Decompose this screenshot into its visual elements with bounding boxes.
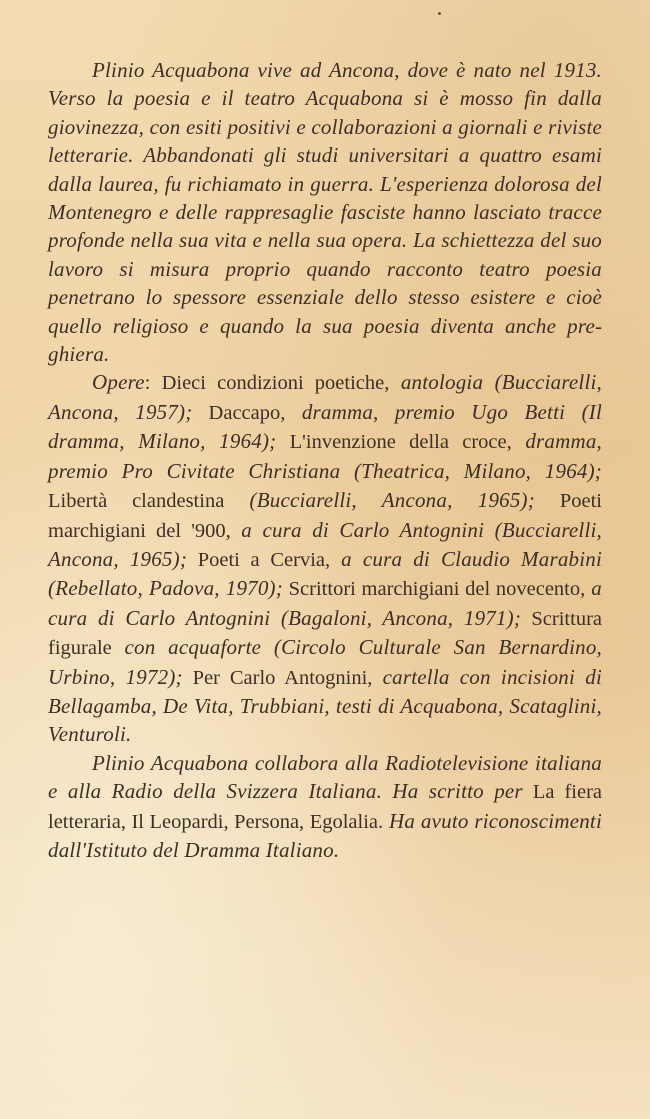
work-details: antologia (Bucciarelli, Ancona, 1957); bbox=[48, 370, 602, 424]
work-title: Dieci condizioni poetiche, bbox=[161, 372, 390, 395]
collaborations-paragraph bbox=[48, 749, 602, 865]
work-title: Poeti a Cervia, bbox=[187, 548, 331, 571]
work-details: dramma, premio Pro Civitate Christiana (Theatrica, Milano, 1964); bbox=[48, 429, 602, 483]
work-title: L'invenzione della croce, bbox=[276, 431, 512, 454]
work-details: (Bucciarelli, Ancona, 1965); bbox=[224, 488, 535, 513]
work-title: Daccapo, bbox=[192, 401, 286, 424]
work-title: Scrittori marchigiani del novecento, bbox=[282, 578, 586, 601]
paper-speck bbox=[438, 12, 441, 15]
works-label: Opere bbox=[92, 370, 145, 395]
work-details: a cura di Carlo Antognini (Bucciarelli, Ancona, 1965); bbox=[48, 517, 602, 571]
recognitions-text: Ha avuto riconoscimenti dall'Istituto del Dramma Italiano. bbox=[48, 808, 603, 862]
work-title: Poeti marchigiani del '900, bbox=[48, 490, 602, 542]
works-label-colon: : bbox=[144, 372, 162, 395]
bio-paragraph: Plinio Acquabona vive ad Ancona, dove è nato nel 1913. Verso la poesia e il teatro Acquabona si è mosso fin dalla giovinezza, con esiti positivi e collaborazioni a giornali e riviste letterarie. Abbandonati gli studi universitari a quattro esami dalla laurea, fu richiamato in guerra. L'esperienza dolorosa del Montenegro e delle rappresaglie fasciste hanno lasciato tracce profonde nella sua vita e nella sua opera. La schiettezza del suo lavoro si misura proprio quando racconto teatro poesia penetrano lo spessore essenziale dello stesso esistere e cioè quello religioso e quando la sua poesia diventa anche preghiera. bbox=[48, 58, 602, 367]
works-paragraph bbox=[48, 368, 602, 748]
work-details: dramma, premio Ugo Betti (Il dramma, Milano, 1964); bbox=[48, 399, 603, 454]
work-details: a cura di Claudio Marabini (Rebellato, Padova, 1970); bbox=[48, 546, 602, 601]
work-details: con acquaforte (Circolo Culturale San Bernardino, Urbino, 1972); bbox=[48, 635, 602, 689]
work-details: cartella con incisioni di Bellagamba, De Vita, Trubbiani, testi di Acquabona, Scataglini, Venturoli. bbox=[48, 664, 602, 747]
work-title: Scrittura figurale bbox=[48, 607, 602, 660]
periodicals-list: La fiera letteraria, Il Leopardi, Persona, Egolalia. bbox=[48, 781, 603, 833]
work-details: a cura di Carlo Antognini (Bagaloni, Ancona, 1971); bbox=[48, 576, 602, 630]
collaborations-text: Plinio Acquabona collabora alla Radiotelevisione italiana e alla Radio della Svizzera Italiana. Ha scritto per bbox=[48, 750, 602, 804]
work-title: Libertà clandestina bbox=[48, 490, 225, 513]
work-title: Per Carlo Antognini, bbox=[182, 666, 373, 689]
